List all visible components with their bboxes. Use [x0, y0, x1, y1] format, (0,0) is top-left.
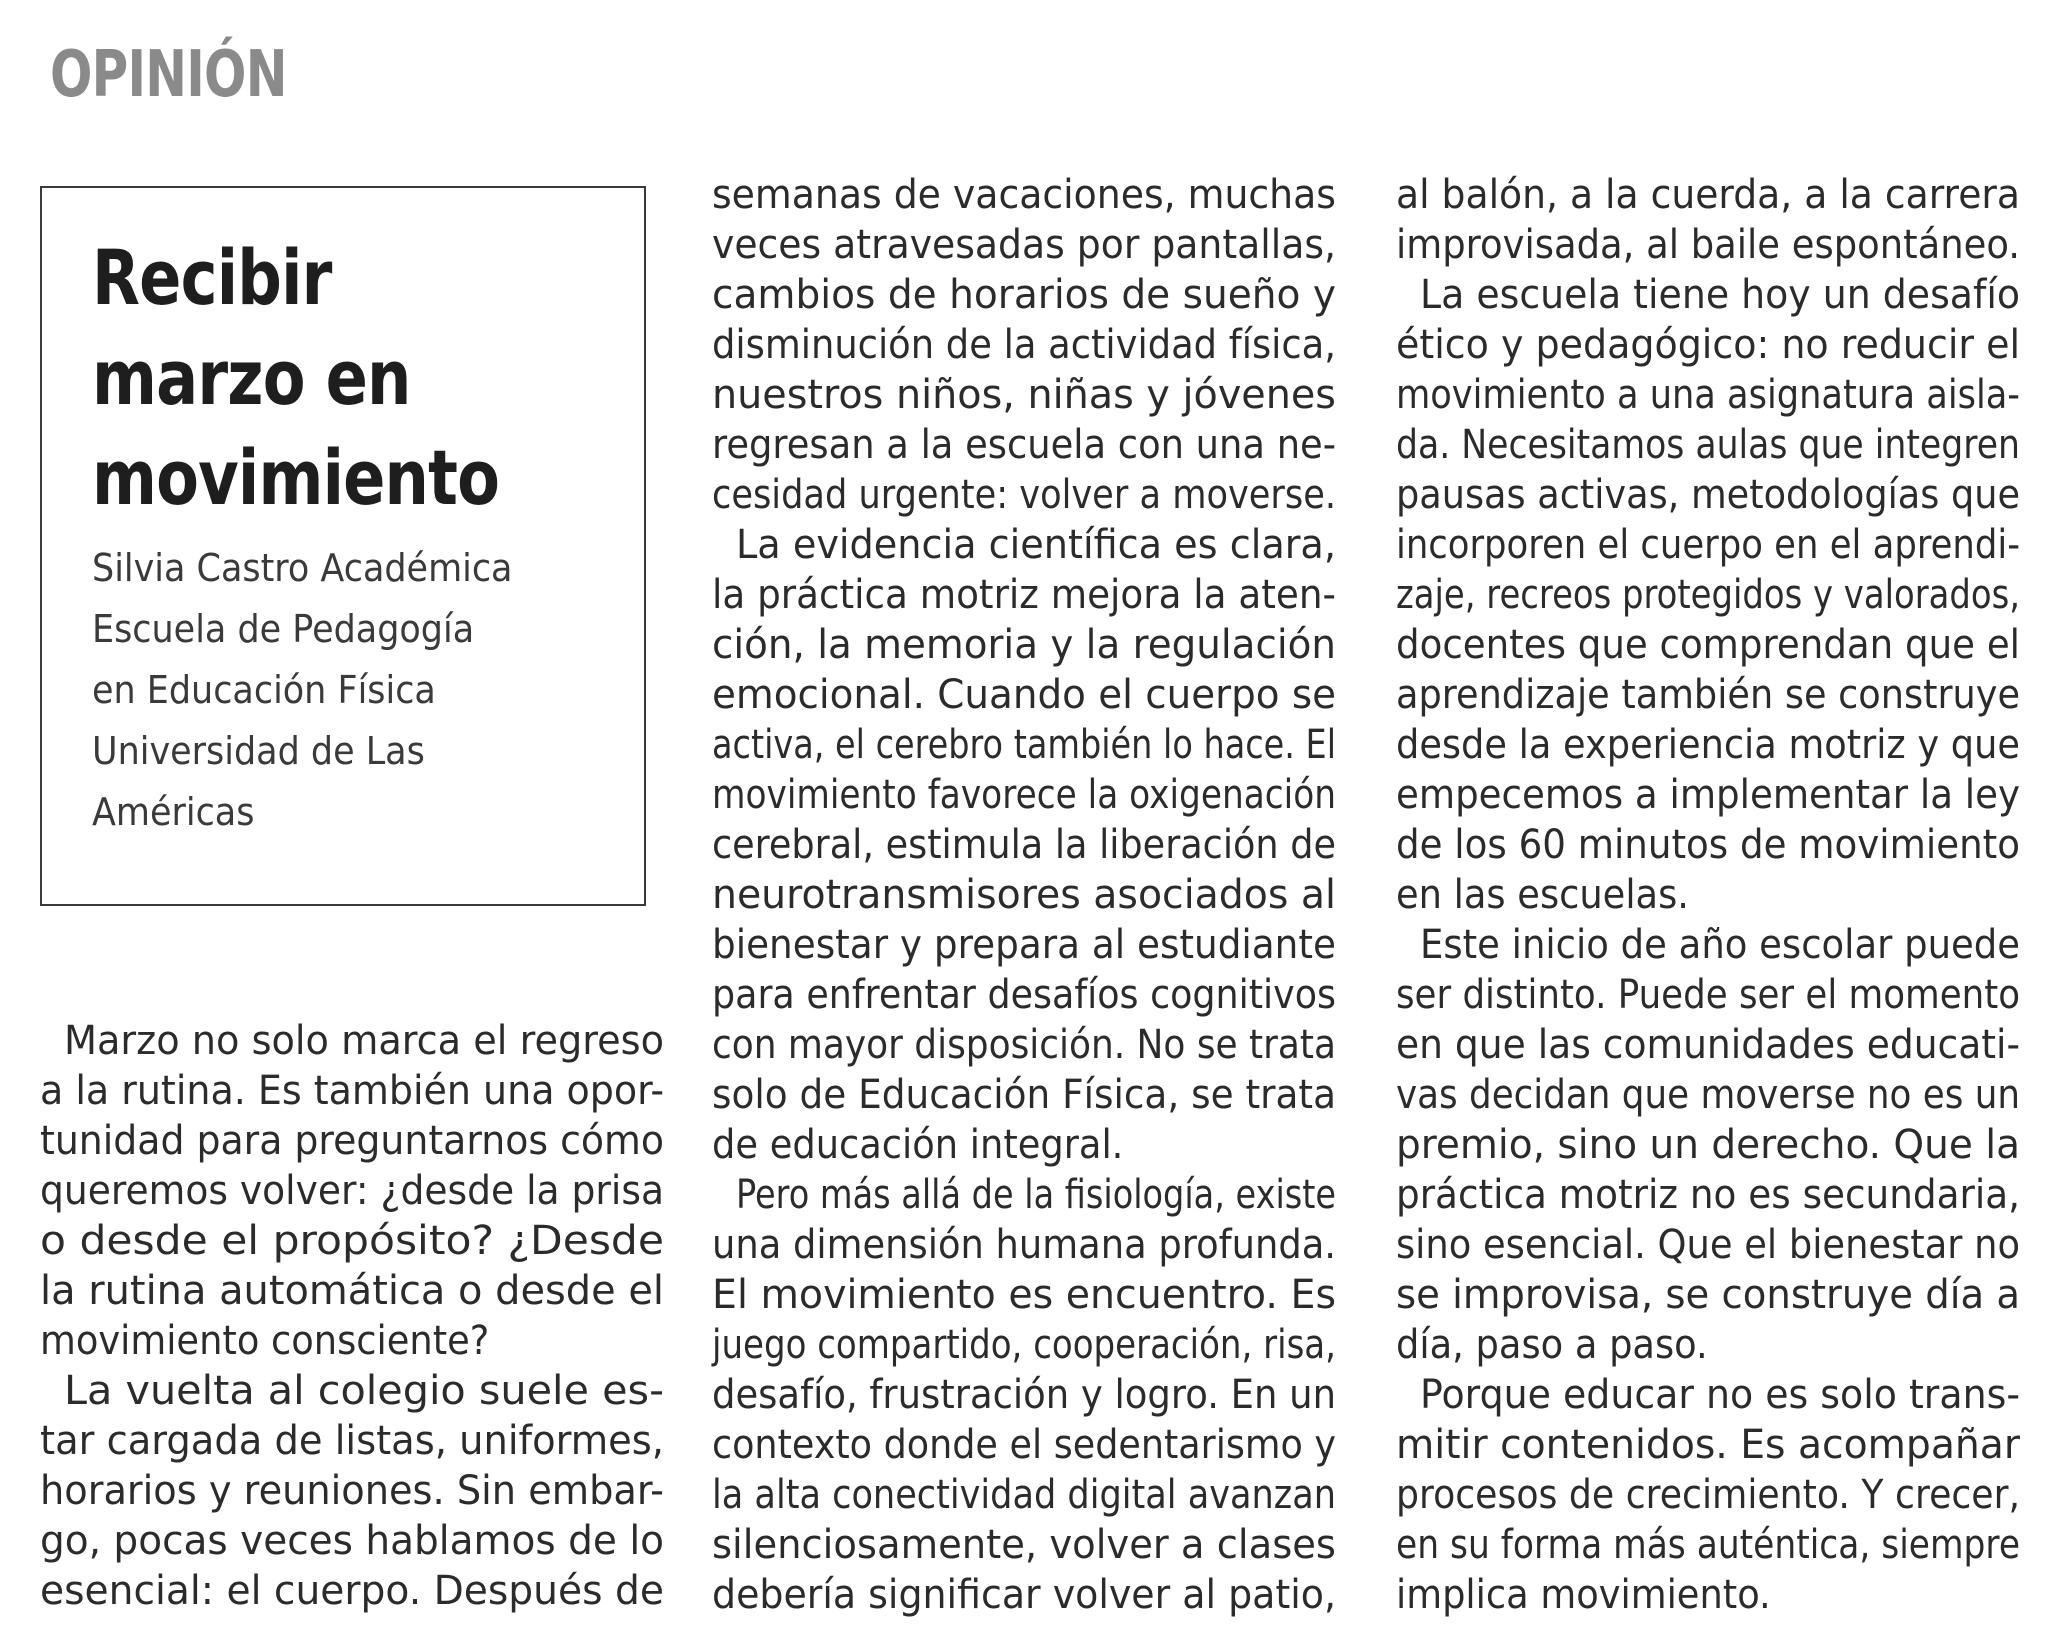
byline-line: en Educación Física — [92, 668, 436, 712]
text-line: cesidad urgente: volver a moverse. — [712, 472, 1337, 518]
text-line: Este inicio de año escolar puede — [1420, 922, 2021, 968]
headline-line: marzo en — [92, 333, 411, 422]
text-line: go, pocas veces hablamos de lo — [40, 1518, 665, 1564]
text-line: Porque educar no es solo trans- — [1420, 1372, 2020, 1418]
text-line: empecemos a implementar la ley — [1396, 772, 2020, 818]
text-line: día, paso a paso. — [1396, 1322, 1708, 1368]
text-line: tunidad para preguntarnos cómo — [40, 1118, 665, 1164]
byline — [92, 538, 607, 843]
article-column-2 — [712, 170, 1336, 1620]
text-line: en su forma más auténtica, siempre — [1396, 1522, 2021, 1568]
text-line: ético y pedagógico: no reducir el — [1396, 322, 2021, 368]
text-line: sino esencial. Que el bienestar no — [1396, 1222, 2021, 1268]
text-line: cambios de horarios de sueño y — [712, 272, 1336, 318]
article-paragraph — [40, 1016, 664, 1366]
text-line: zaje, recreos protegidos y valorados, — [1396, 572, 2020, 618]
headline — [92, 228, 600, 528]
text-line: solo de Educación Física, se trata — [712, 1072, 1336, 1118]
text-line: improvisada, al baile espontáneo. — [1396, 222, 2021, 268]
text-line: contexto donde el sedentarismo y — [712, 1422, 1337, 1468]
article-paragraph — [712, 520, 1336, 1170]
text-line: docentes que comprendan que el — [1396, 622, 2021, 668]
headline-line: Recibir — [92, 233, 332, 322]
text-line: juego compartido, cooperación, risa, — [712, 1322, 1336, 1368]
text-line: tar cargada de listas, uniformes, — [40, 1418, 665, 1464]
text-line: La vuelta al colegio suele es- — [64, 1368, 665, 1414]
text-line: movimiento consciente? — [40, 1318, 490, 1364]
article-column-1 — [40, 1016, 664, 1616]
text-line: procesos de crecimiento. Y crecer, — [1396, 1472, 2020, 1518]
text-line: emocional. Cuando el cuerpo se — [712, 672, 1336, 718]
text-line: vas decidan que moverse no es un — [1396, 1072, 2021, 1118]
text-line: queremos volver: ¿desde la prisa — [40, 1168, 665, 1214]
text-line: desafío, frustración y logro. En un — [712, 1372, 1337, 1418]
text-line: en las escuelas. — [1396, 872, 1689, 918]
text-line: mitir contenidos. Es acompañar — [1396, 1422, 2020, 1468]
text-line: la alta conectividad digital avanzan — [712, 1472, 1336, 1518]
text-line: esencial: el cuerpo. Después de — [40, 1568, 664, 1614]
text-line: se improvisa, se construye día a — [1396, 1272, 2021, 1318]
byline-line: Américas — [92, 790, 255, 834]
text-line: la rutina automática o desde el — [40, 1268, 664, 1314]
text-line: desde la experiencia motriz y que — [1396, 722, 2021, 768]
article-paragraph — [1396, 170, 2020, 270]
text-line: a la rutina. Es también una opor- — [40, 1068, 665, 1114]
text-line: práctica motriz no es secundaria, — [1396, 1172, 2020, 1218]
byline-line: Silvia Castro Académica — [92, 546, 513, 590]
text-line: pausas activas, metodologías que — [1396, 472, 2021, 518]
text-line: de los 60 minutos de movimiento — [1396, 822, 2020, 868]
article-column-3 — [1396, 170, 2020, 1620]
text-line: da. Necesitamos aulas que integren — [1396, 422, 2021, 468]
text-line: con mayor disposición. No se trata — [712, 1022, 1336, 1068]
byline-line: Escuela de Pedagogía — [92, 607, 475, 651]
text-line: aprendizaje también se construye — [1396, 672, 2021, 718]
text-line: de educación integral. — [712, 1122, 1124, 1168]
headline-line: movimiento — [92, 433, 500, 522]
text-line: veces atravesadas por pantallas, — [712, 222, 1337, 268]
text-line: una dimensión humana profunda. — [712, 1222, 1337, 1268]
article-paragraph — [40, 1366, 664, 1616]
article-paragraph — [1396, 270, 2020, 920]
text-line: bienestar y prepara al estudiante — [712, 922, 1336, 968]
byline-line: Universidad de Las — [92, 729, 425, 773]
text-line: La escuela tiene hoy un desafío — [1420, 272, 2021, 318]
text-line: ser distinto. Puede ser el momento — [1396, 972, 2021, 1018]
text-line: nuestros niños, niñas y jóvenes — [712, 372, 1336, 418]
article-header-box — [40, 186, 646, 906]
text-line: incorporen el cuerpo en el aprendi- — [1396, 522, 2021, 568]
article-paragraph — [712, 1170, 1336, 1620]
text-line: premio, sino un derecho. Que la — [1396, 1122, 2020, 1168]
section-label: OPINIÓN — [50, 38, 287, 112]
text-line: para enfrentar desafíos cognitivos — [712, 972, 1337, 1018]
article-paragraph — [712, 170, 1336, 520]
text-line: debería significar volver al patio, — [712, 1572, 1337, 1618]
text-line: movimiento a una asignatura aisla- — [1396, 372, 2020, 418]
text-line: cerebral, estimula la liberación de — [712, 822, 1337, 868]
text-line: movimiento favorece la oxigenación — [712, 772, 1337, 818]
text-line: ción, la memoria y la regulación — [712, 622, 1337, 668]
text-line: o desde el propósito? ¿Desde — [40, 1218, 665, 1264]
text-line: Marzo no solo marca el regreso — [64, 1018, 665, 1064]
text-line: neurotransmisores asociados al — [712, 872, 1336, 918]
text-line: La evidencia científica es clara, — [736, 522, 1336, 568]
text-line: implica movimiento. — [1396, 1572, 1771, 1618]
text-line: disminución de la actividad física, — [712, 322, 1336, 368]
text-line: El movimiento es encuentro. Es — [712, 1272, 1337, 1318]
article-paragraph — [1396, 920, 2020, 1370]
text-line: horarios y reuniones. Sin embar- — [40, 1468, 664, 1514]
text-line: en que las comunidades educati- — [1396, 1022, 2021, 1068]
text-line: silenciosamente, volver a clases — [712, 1522, 1336, 1568]
article-paragraph — [1396, 1370, 2020, 1620]
text-line: semanas de vacaciones, muchas — [712, 172, 1336, 218]
text-line: activa, el cerebro también lo hace. El — [712, 722, 1337, 768]
text-line: al balón, a la cuerda, a la carrera — [1396, 172, 2021, 218]
text-line: la práctica motriz mejora la aten- — [712, 572, 1336, 618]
text-line: Pero más allá de la fisiología, existe — [736, 1172, 1337, 1218]
text-line: regresan a la escuela con una ne- — [712, 422, 1337, 468]
